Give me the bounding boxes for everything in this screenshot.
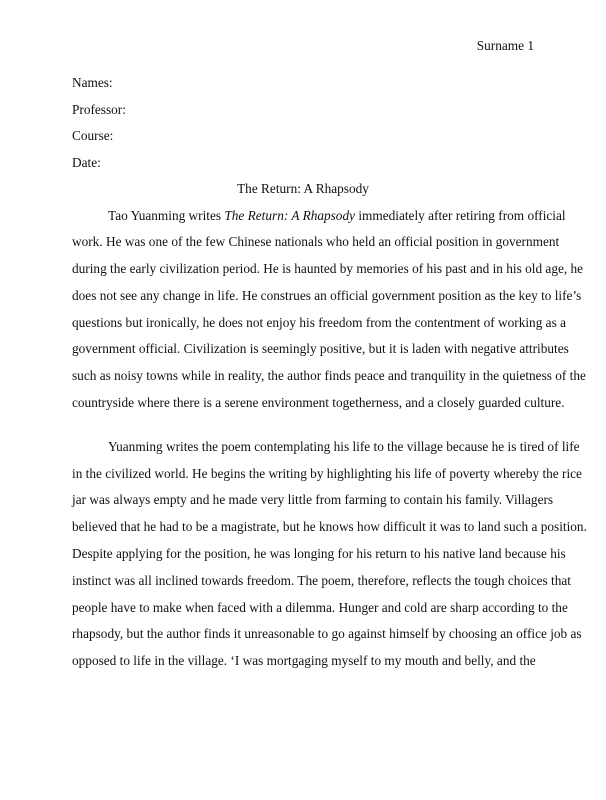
paragraph-1-line: countryside where there is a serene environment togetherness, and a closely guarded culture.	[72, 395, 565, 411]
paragraph-2-line: in the civilized world. He begins the writing by highlighting his life of poverty whereby the rice	[72, 465, 582, 481]
paragraph-1-line: such as noisy towns while in reality, the author finds peace and tranquility in the quietness of the	[72, 368, 586, 384]
professor-line: Professor:	[72, 101, 126, 117]
paragraph-1-text-b: immediately after retiring from official	[355, 207, 566, 223]
paragraph-2-line-1: Yuanming writes the poem contemplating his life to the village because he is tired of life	[108, 438, 580, 454]
course-line: Course:	[72, 128, 114, 143]
date-line: Date:	[72, 154, 101, 170]
heading-block	[72, 70, 534, 176]
paragraph-1-line: does not see any change in life. He construes an official government position as the key to life’s	[72, 287, 582, 303]
paragraph-1-line: questions but ironically, he does not enjoy his freedom from the contentment of working as a	[72, 314, 566, 330]
paragraph-1-text-a: Tao Yuanming writes	[108, 207, 225, 223]
paragraph-2-line: instinct was all inclined towards freedom. The poem, therefore, reflects the tough choices that	[72, 572, 571, 588]
names-line: Names:	[72, 75, 113, 90]
paragraph-1-line: during the early civilization period. He is haunted by memories of his past and in his old age, he	[72, 261, 584, 277]
paper-title: The Return: A Rhapsody	[237, 181, 369, 196]
paragraph-1-line: government official. Civilization is seemingly positive, but it is laden with negative attributes	[72, 341, 569, 357]
paragraph-1	[72, 203, 586, 417]
document-body	[72, 70, 587, 675]
paragraph-2-line: jar was always empty and he made very little from farming to contain his family. Villagers	[72, 492, 554, 508]
paragraph-2	[72, 434, 587, 675]
paragraph-1-line-1	[72, 203, 566, 230]
paragraph-spacer	[72, 417, 534, 434]
running-head: Surname 1	[476, 38, 534, 53]
paragraph-1-italic-title: The Return: A Rhapsody	[224, 207, 356, 223]
paragraph-2-line: believed that he had to be a magistrate, but he knows how difficult it was to land such a position.	[72, 519, 587, 535]
paragraph-2-line: opposed to life in the village. ‘I was mortgaging myself to my mouth and belly, and the	[72, 653, 536, 669]
paragraph-2-line: Despite applying for the position, he was longing for his return to his native land because his	[72, 546, 566, 562]
paragraph-1-line: work. He was one of the few Chinese nationals who held an official position in government	[72, 234, 560, 250]
paragraph-2-line: rhapsody, but the author finds it unreasonable to go against himself by choosing an office job as	[72, 626, 582, 642]
paragraph-2-line: people have to make when faced with a dilemma. Hunger and cold are sharp according to the	[72, 599, 568, 615]
